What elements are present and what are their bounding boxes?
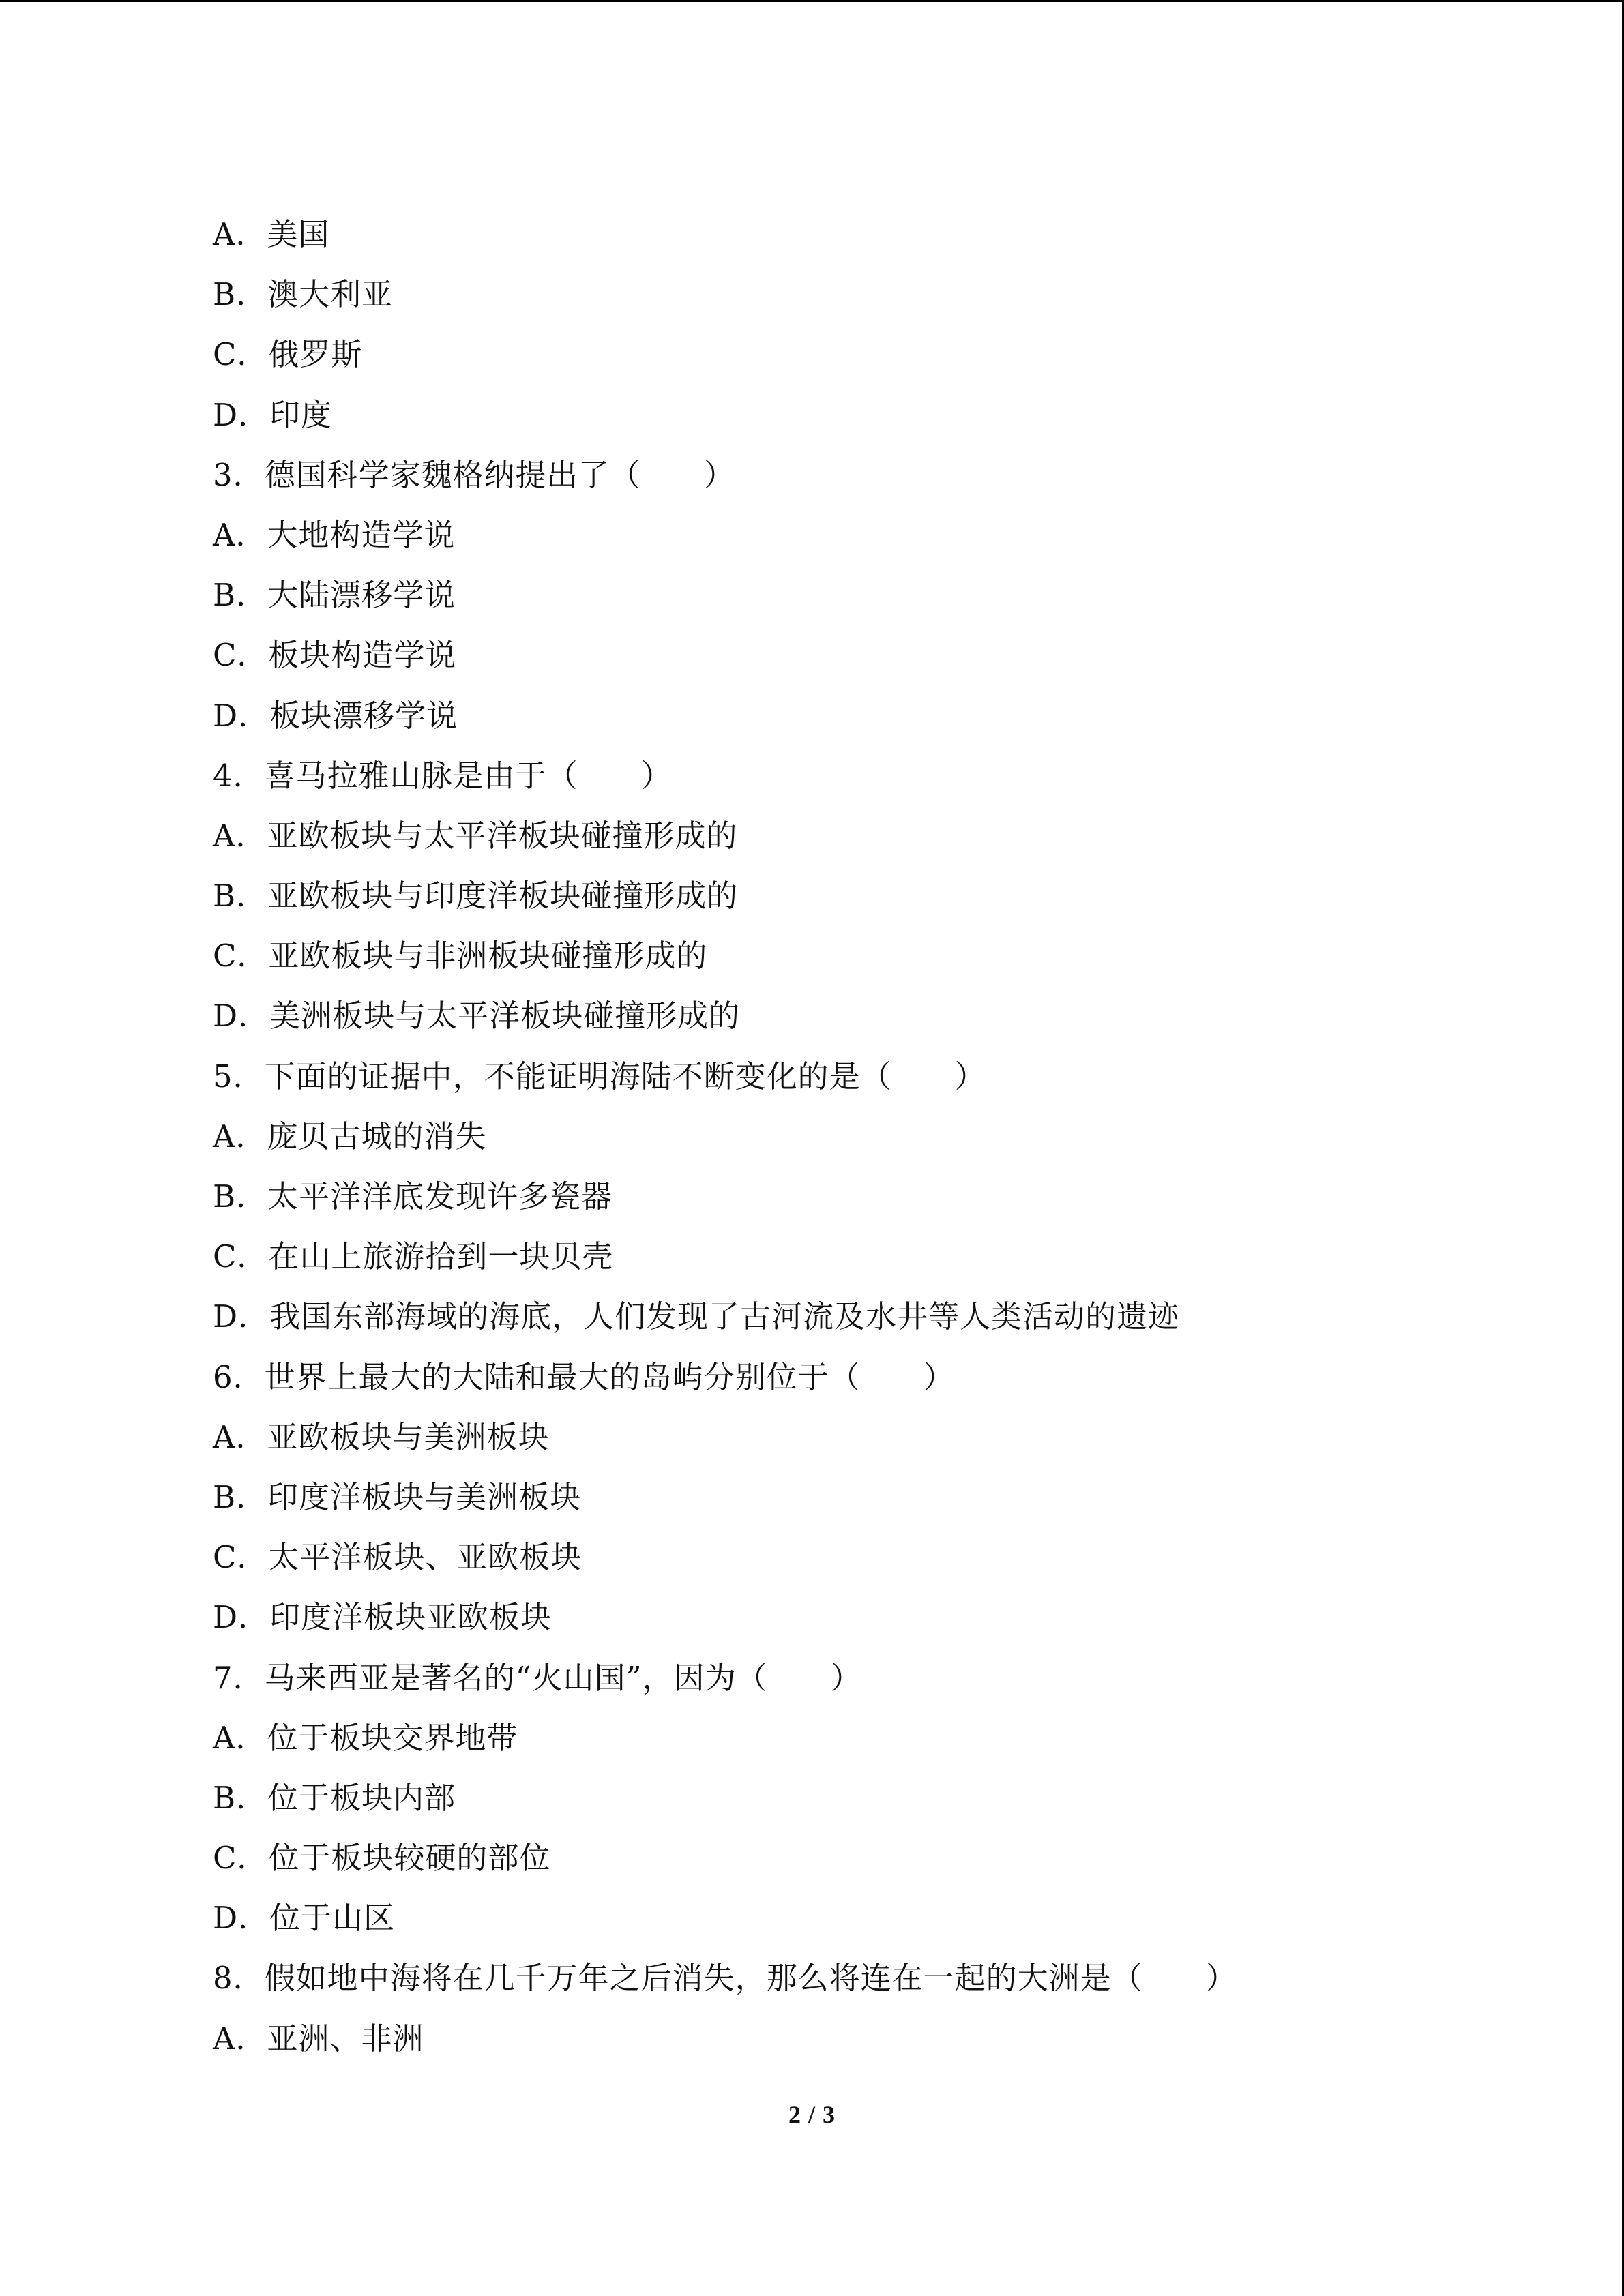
option-line: A．亚欧板块与太平洋板块碰撞形成的 <box>213 817 738 854</box>
option-line: B．澳大利亚 <box>213 276 394 313</box>
option-line: D．印度洋板块亚欧板块 <box>213 1599 552 1636</box>
option-line: C．位于板块较硬的部位 <box>213 1840 551 1877</box>
option-line: A．大地构造学说 <box>213 516 456 553</box>
option-line: D．美洲板块与太平洋板块碰撞形成的 <box>213 998 741 1034</box>
question-line: 6．世界上最大的大陆和最大的岛屿分别位于（ ） <box>213 1358 955 1395</box>
option-line: D．印度 <box>213 396 333 433</box>
option-line: D．我国东部海域的海底，人们发现了古河流及水井等人类活动的遗迹 <box>213 1298 1180 1335</box>
document-body <box>213 205 1509 2069</box>
option-line: A．亚欧板块与美洲板块 <box>213 1418 550 1455</box>
page-number: 2 / 3 <box>788 2101 836 2128</box>
question-line: 8．假如地中海将在几千万年之后消失，那么将连在一起的大洲是（ ） <box>213 1960 1237 1997</box>
option-line: A．美国 <box>213 216 330 252</box>
page-top-border <box>0 0 1624 2</box>
option-line: B．太平洋洋底发现许多瓷器 <box>213 1178 613 1214</box>
question-line: 7．马来西亚是著名的“火山国”，因为（ ） <box>213 1659 862 1696</box>
option-line: B．大陆漂移学说 <box>213 577 456 614</box>
option-line: B．亚欧板块与印度洋板块碰撞形成的 <box>213 878 739 914</box>
option-line: D．板块漂移学说 <box>213 697 458 734</box>
question-line: 3．德国科学家魏格纳提出了（ ） <box>213 456 735 493</box>
option-line: B．印度洋板块与美洲板块 <box>213 1478 582 1515</box>
option-line: A．位于板块交界地带 <box>213 1719 518 1756</box>
option-line: B．位于板块内部 <box>213 1779 456 1816</box>
option-line: D．位于山区 <box>213 1900 396 1937</box>
option-line: C．亚欧板块与非洲板块碰撞形成的 <box>213 938 708 974</box>
option-line: A．庞贝古城的消失 <box>213 1118 487 1154</box>
question-line: 4．喜马拉雅山脉是由于（ ） <box>213 757 673 794</box>
option-line: C．在山上旅游拾到一块贝壳 <box>213 1238 614 1275</box>
question-line: 5．下面的证据中，不能证明海陆不断变化的是（ ） <box>213 1058 986 1094</box>
option-line: A．亚洲、非洲 <box>213 2020 424 2057</box>
option-line: C．板块构造学说 <box>213 637 457 674</box>
option-line: C．太平洋板块、亚欧板块 <box>213 1539 582 1576</box>
option-line: C．俄罗斯 <box>213 336 363 373</box>
